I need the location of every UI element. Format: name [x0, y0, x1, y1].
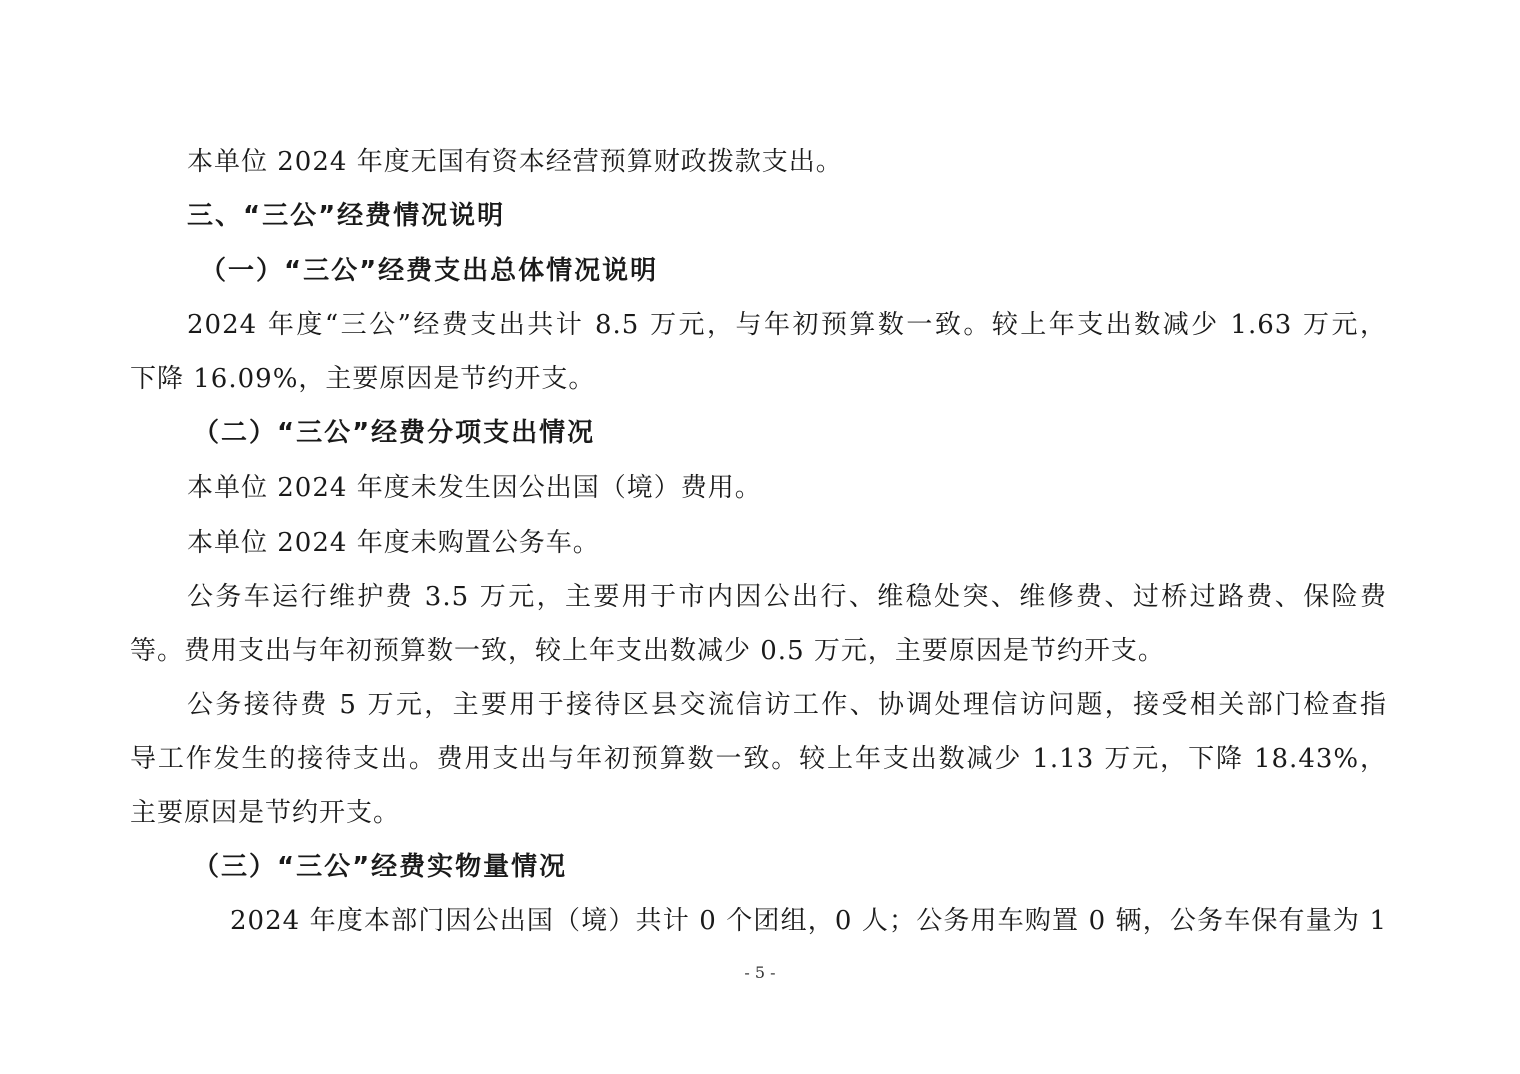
subsection-heading-physical-quantity: （三）“三公”经费实物量情况 — [193, 852, 568, 882]
paragraph-reception-line-3: 主要原因是节约开支。 — [130, 798, 401, 828]
paragraph-vehicle-maintenance-line-2: 等。费用支出与年初预算数一致，较上年支出数减少 0.5 万元，主要原因是节约开支。 — [130, 636, 1165, 666]
subsection-heading-itemized: （二）“三公”经费分项支出情况 — [193, 418, 596, 448]
section-heading-three-public-expenses: 三、“三公”经费情况说明 — [187, 201, 506, 231]
paragraph-physical-quantity-line-1: 2024 年度本部门因公出国（境）共计 0 个团组，0 人；公务用车购置 0 辆，公务车保有量为 1 — [230, 906, 1387, 936]
page-number: - 5 - — [744, 963, 776, 982]
subsection-heading-overall: （一）“三公”经费支出总体情况说明 — [200, 256, 659, 286]
paragraph-reception-line-2: 导工作发生的接待支出。费用支出与年初预算数一致。较上年支出数减少 1.13 万元，下降 18.43%， — [130, 744, 1387, 774]
paragraph-no-overseas-expense: 本单位 2024 年度未发生因公出国（境）费用。 — [187, 473, 762, 503]
paragraph-no-vehicle-purchase: 本单位 2024 年度未购置公务车。 — [187, 528, 600, 558]
paragraph-no-state-capital-budget: 本单位 2024 年度无国有资本经营预算财政拨款支出。 — [187, 147, 843, 177]
paragraph-vehicle-maintenance-line-1: 公务车运行维护费 3.5 万元，主要用于市内因公出行、维稳处突、维修费、过桥过路费、保险费 — [187, 582, 1387, 612]
paragraph-overall-line-1: 2024 年度“三公”经费支出共计 8.5 万元，与年初预算数一致。较上年支出数减少 1.63 万元， — [187, 310, 1387, 340]
paragraph-reception-line-1: 公务接待费 5 万元，主要用于接待区县交流信访工作、协调处理信访问题，接受相关部门检查指 — [187, 690, 1387, 720]
paragraph-overall-line-2: 下降 16.09%，主要原因是节约开支。 — [130, 364, 596, 394]
